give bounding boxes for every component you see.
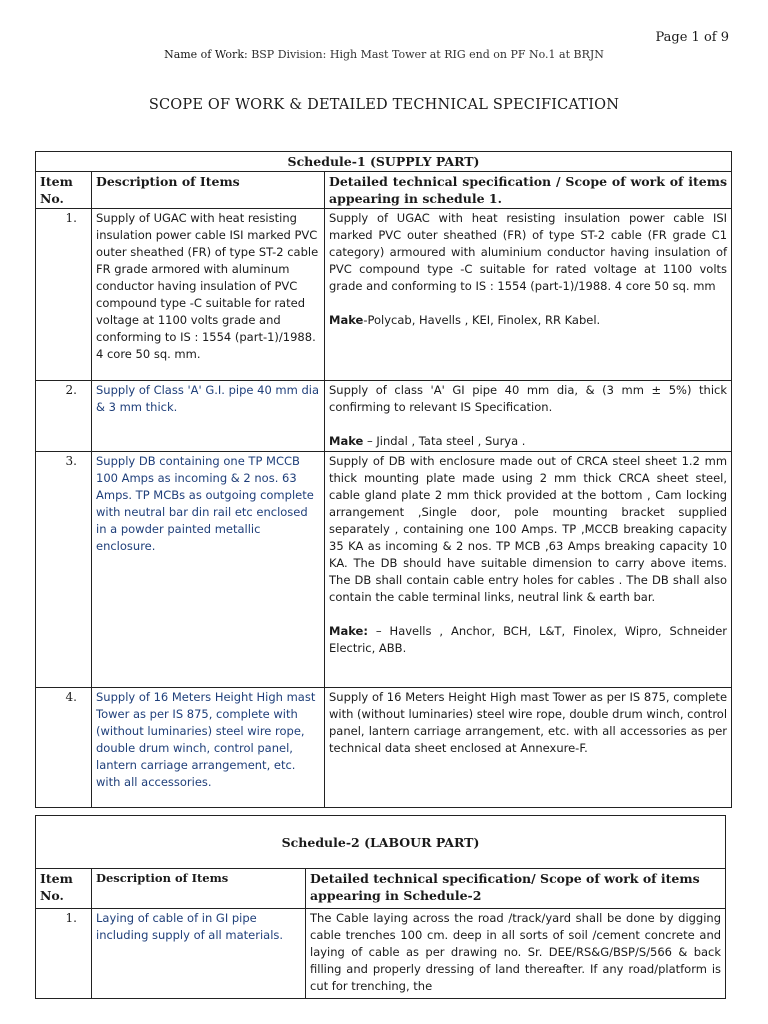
page-title: SCOPE OF WORK & DETAILED TECHNICAL SPECIFICATION	[148, 97, 620, 113]
work-name-value: BSP Division: High Mast Tower at RIG end on PF No.1 at BRJN	[251, 48, 604, 61]
make-label: Make	[329, 434, 364, 448]
schedule-2-heading: Schedule-2 (LABOUR PART)	[36, 816, 726, 869]
make-line	[329, 312, 727, 329]
specification-text: Supply of DB with enclosure made out of CRCA steel sheet 1.2 mm thick mounting plate made using 2 mm thick CRCA sheet steel, cable gland plate 2 mm thick provided at the bottom , Cam locking arrangement ,Single door, pole mounting bracket supplied separately , containing one 100 Amps. TP ,MCCB breaking capacity 35 KA as incoming & 2 nos. TP MCB ,63 Amps breaking capacity 10 KA. The DB should have suitable dimension to carry above items. The DB shall contain cable entry holes for cables . The DB shall also contain the cable terminal links, neutral link & earth bar.	[329, 454, 728, 604]
item-specification	[325, 209, 732, 381]
make-value: -Polycab, Havells , KEI, Finolex, RR Kabel.	[363, 313, 601, 327]
item-specification	[325, 688, 732, 808]
table-row	[36, 909, 726, 999]
column-header-description: Description of Items	[92, 869, 306, 909]
make-value: – Havells , Anchor, BCH, L&T, Finolex, Wipro, Schneider Electric, ABB.	[329, 624, 728, 655]
item-number: 1.	[36, 909, 92, 999]
item-description: Supply of 16 Meters Height High mast Tower as per IS 875, complete with (without luminaries) steel wire rope, double drum winch, control panel, lantern carriage arrangement, etc. with all accessories.	[92, 688, 325, 808]
make-line	[329, 623, 727, 657]
item-specification	[325, 452, 732, 688]
column-header-specification: Detailed technical specification/ Scope of work of items appearing in Schedule-2	[306, 869, 726, 909]
table-row	[36, 452, 732, 688]
column-header-description: Description of Items	[92, 172, 325, 209]
column-header-specification: Detailed technical specification / Scope of work of items appearing in schedule 1.	[325, 172, 732, 209]
work-name-line	[0, 48, 768, 61]
item-specification: The Cable laying across the road /track/yard shall be done by digging cable trenches 100 cm. deep in all sorts of soil /cement concrete and laying of cable as per drawing no. Sr. DEE/RS&G/BSP/S/566 & back filling and properly dressing of land thereafter. If any road/platform is cut for trenching, the	[306, 909, 726, 999]
table-row	[36, 209, 732, 381]
page-number: Page 1 of 9	[655, 30, 729, 45]
make-line	[329, 433, 727, 450]
make-label: Make:	[329, 624, 368, 638]
item-description: Laying of cable of in GI pipe including supply of all materials.	[92, 909, 306, 999]
item-description: Supply of UGAC with heat resisting insulation power cable ISI marked PVC outer sheathed (FR) of type ST-2 cable FR grade armored with aluminum conductor having insulation of PVC compound type -C suitable for rated voltage at 1100 volts grade and conforming to IS : 1554 (part-1)/1988. 4 core 50 sq. mm.	[92, 209, 325, 381]
specification-text: Supply of class 'A' GI pipe 40 mm dia, & (3 mm ± 5%) thick confirming to relevant IS Specification.	[329, 383, 728, 414]
work-name-label: Name of Work:	[164, 48, 248, 61]
item-number: 3.	[36, 452, 92, 688]
item-specification	[325, 381, 732, 452]
schedule-1-table	[35, 151, 732, 808]
column-header-item-no: Item No.	[36, 172, 92, 209]
item-description: Supply DB containing one TP MCCB 100 Amps as incoming & 2 nos. 63 Amps. TP MCBs as outgoing complete with neutral bar din rail etc enclosed in a powder painted metallic enclosure.	[92, 452, 325, 688]
item-number: 4.	[36, 688, 92, 808]
item-description: Supply of Class 'A' G.I. pipe 40 mm dia & 3 mm thick.	[92, 381, 325, 452]
table-row	[36, 381, 732, 452]
schedule-2-table	[35, 815, 726, 999]
item-number: 1.	[36, 209, 92, 381]
make-value: – Jindal , Tata steel , Surya .	[363, 434, 526, 448]
item-number: 2.	[36, 381, 92, 452]
schedule-1-heading: Schedule-1 (SUPPLY PART)	[36, 152, 732, 172]
column-header-item-no: Item No.	[36, 869, 92, 909]
make-label: Make	[329, 313, 364, 327]
specification-text: Supply of UGAC with heat resisting insulation power cable ISI marked PVC outer sheathed (FR) of type ST-2 cable (FR grade C1 category) armoured with aluminium conductor having insulation of PVC compound type -C suitable for rated voltage at 1100 volts grade and conforming to IS : 1554 (part-1)/1988. 4 core 50 sq. mm	[329, 211, 728, 293]
table-row	[36, 688, 732, 808]
specification-text: Supply of 16 Meters Height High mast Tower as per IS 875, complete with (without luminaries) steel wire rope, double drum winch, control panel, lantern carriage arrangement, etc. with all accessories as per technical data sheet enclosed at Annexure-F.	[329, 690, 728, 755]
